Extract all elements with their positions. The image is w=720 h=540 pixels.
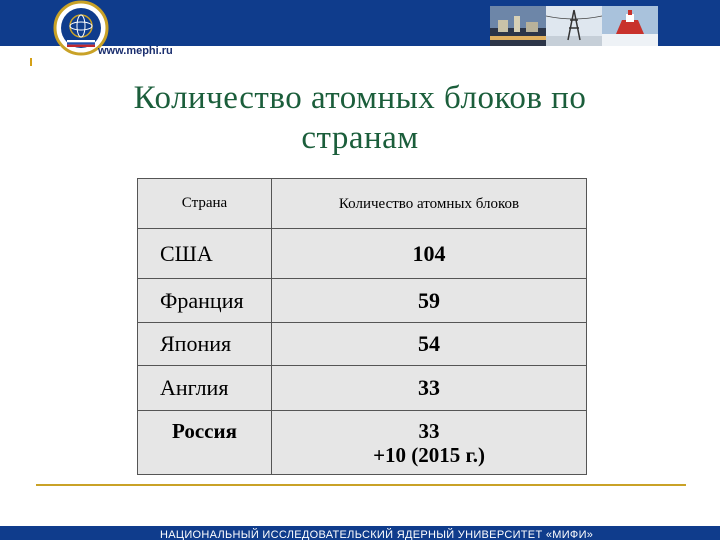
unit-count-planned: +10 (2015 г.): [373, 443, 485, 467]
country-cell: [138, 229, 272, 279]
value-cell: [272, 411, 587, 475]
title-line-1: Количество атомных блоков по: [133, 80, 587, 116]
value-cell: [272, 323, 587, 366]
table-row: [138, 366, 587, 411]
icebreaker-photo: [602, 6, 658, 46]
country-name: Англия: [160, 375, 229, 400]
value-cell: [272, 366, 587, 411]
table-row: [138, 279, 587, 323]
power-plant-photo: [490, 6, 546, 46]
footer-bar: [0, 526, 720, 540]
value-cell: [272, 229, 587, 279]
header-cell-country: [138, 179, 272, 229]
country-cell: [138, 411, 272, 475]
unit-count-block: [272, 411, 586, 467]
page-title: [90, 78, 630, 158]
country-cell: [138, 366, 272, 411]
country-name: Франция: [160, 287, 244, 313]
header-country: Страна: [181, 195, 228, 211]
reactor-units-table: [137, 178, 587, 475]
country-name: Россия: [172, 419, 237, 443]
footer-text: НАЦИОНАЛЬНЫЙ ИССЛЕДОВАТЕЛЬСКИЙ ЯДЕРНЫЙ УНИВЕРСИТЕТ «МИФИ»: [160, 529, 594, 540]
country-name: США: [160, 240, 213, 266]
country-cell: [138, 279, 272, 323]
header-photos: [490, 6, 658, 46]
table-row: [138, 411, 587, 475]
site-url[interactable]: www.mephi.ru: [98, 45, 173, 57]
country-cell: [138, 323, 272, 366]
title-line-2: странам: [301, 120, 419, 156]
table-row: [138, 323, 587, 366]
power-lines-photo: [546, 6, 602, 46]
unit-count: 33: [418, 375, 440, 400]
unit-count: 54: [418, 331, 440, 356]
unit-count: 104: [412, 240, 446, 266]
table-header-row: [138, 179, 587, 229]
divider-mark: [30, 58, 32, 66]
unit-count: 33: [418, 419, 440, 443]
country-name: Япония: [160, 331, 232, 356]
table-row: [138, 229, 587, 279]
value-cell: [272, 279, 587, 323]
footer-divider: [36, 484, 686, 486]
header-cell-units: [272, 179, 587, 229]
unit-count: 59: [418, 287, 440, 313]
header-units: Количество атомных блоков: [338, 195, 520, 212]
